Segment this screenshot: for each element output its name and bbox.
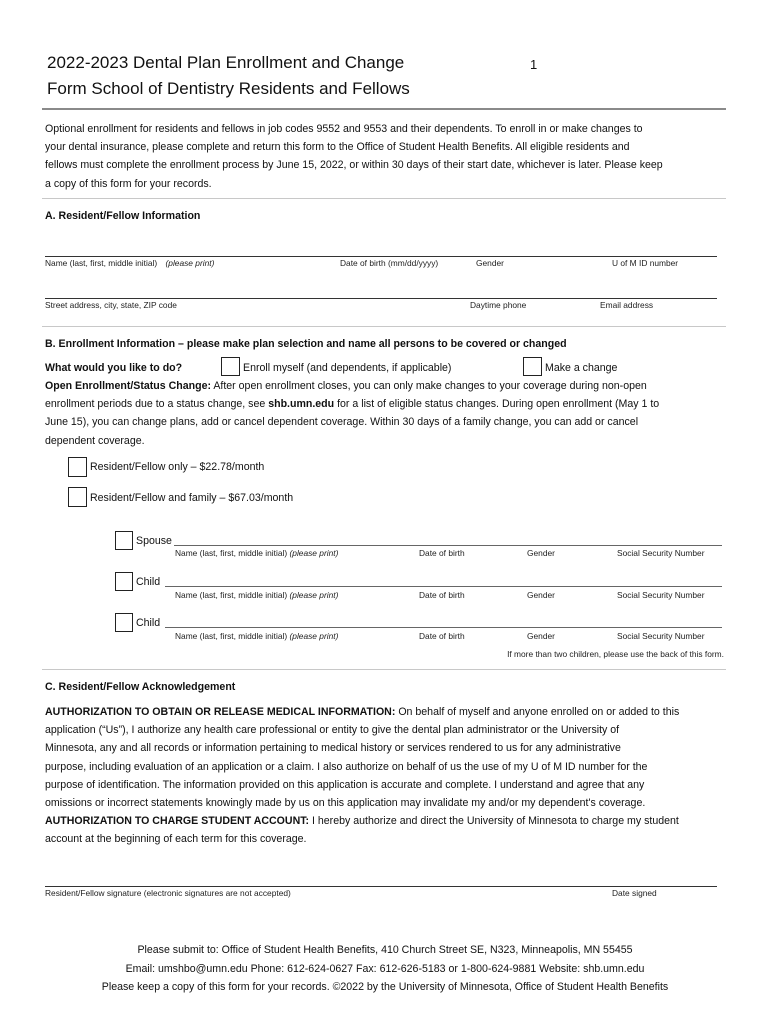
umid-label: U of M ID number <box>612 258 679 268</box>
plan-family-checkbox[interactable] <box>68 487 87 507</box>
intro-paragraph <box>45 120 735 193</box>
child-1-checkbox[interactable] <box>115 572 133 591</box>
intro-line: Optional enrollment for residents and fellows in job codes 9552 and 9553 and their dependents. To enroll in or make changes to <box>45 123 643 135</box>
plan-only-label: Resident/Fellow only – $22.78/month <box>90 461 265 473</box>
question-label: What would you like to do? <box>45 362 183 374</box>
spouse-ssn-label: Social Security Number <box>617 548 705 558</box>
plan-family-label: Resident/Fellow and family – $67.03/month <box>90 492 294 504</box>
name-hint: (please print) <box>165 258 215 268</box>
spouse-dob-label: Date of birth <box>419 548 465 558</box>
child-2-label: Child <box>136 617 161 629</box>
page-title <box>47 50 467 102</box>
section-a-heading: A. Resident/Fellow Information <box>45 210 201 222</box>
address-field[interactable] <box>45 298 717 299</box>
footer-contact: Email: umshbo@umn.edu Phone: 612-624-0627 Fax: 612-626-5183 or 1-800-624-9881 Website: shb.umn.edu <box>125 963 645 975</box>
intro-line: fellows must complete the enrollment process by June 15, 2022, or within 30 days of their start date, whichever is later. Please keep <box>45 159 663 172</box>
child-1-label: Child <box>136 576 161 588</box>
change-checkbox[interactable] <box>523 357 542 376</box>
child-1-name-field[interactable] <box>165 586 722 587</box>
signature-field[interactable] <box>45 886 717 887</box>
enroll-label: Enroll myself (and dependents, if applicable) <box>243 362 452 374</box>
authorization-paragraph: AUTHORIZATION TO OBTAIN OR RELEASE MEDICAL INFORMATION: On behalf of myself and anyone enrolled on or added to this application (“Us”), I authorize any health care professional or entity to give the dental plan administrator or the University of Minnesota, any and all records or information pertaining to medical history or services rendered to us for any administrative purpose, including evaluation of an application or a claim. I also authorize on behalf of us the use of my U of M ID number for the purpose of identification. The information provided on this application is accurate and complete. I understand and agree that any omissions or incorrect statements knowingly made by us on this application may invalidate my and/or my dependent's coverage. AUTHORIZATION TO CHARGE STUDENT ACCOUNT: I hereby authorize and direct the University of Minnesota to charge my student account at the beginning of each term for this coverage. <box>45 706 680 846</box>
spouse-label: Spouse <box>136 535 172 547</box>
divider <box>42 198 726 199</box>
name-label: Name (last, first, middle initial) <box>45 258 158 268</box>
auth-medical-label: AUTHORIZATION TO OBTAIN OR RELEASE MEDICAL INFORMATION: <box>45 706 396 718</box>
plan-only-checkbox[interactable] <box>68 457 87 477</box>
address-label: Street address, city, state, ZIP code <box>45 300 177 310</box>
divider <box>42 669 726 670</box>
title-line-2: Form School of Dentistry Residents and Fellows <box>47 79 410 98</box>
section-b-heading: B. Enrollment Information – please make plan selection and name all persons to be covered or changed <box>45 338 567 350</box>
child-1-dob-label: Date of birth <box>419 590 465 600</box>
name-caption <box>45 258 214 268</box>
spouse-gender-label: Gender <box>527 548 555 558</box>
open-enrollment-label: Open Enrollment/Status Change: <box>45 380 211 392</box>
spouse-checkbox[interactable] <box>115 531 133 550</box>
divider <box>42 326 726 327</box>
title-line-1: 2022-2023 Dental Plan Enrollment and Change <box>47 53 405 72</box>
change-label: Make a change <box>545 362 618 374</box>
page-number: 1 <box>530 57 538 72</box>
auth-charge-label: AUTHORIZATION TO CHARGE STUDENT ACCOUNT: <box>45 815 310 828</box>
spouse-name-field[interactable] <box>174 545 722 546</box>
children-note: If more than two children, please use the back of this form. <box>507 649 724 659</box>
footer-address: Please submit to: Office of Student Health Benefits, 410 Church Street SE, N323, Minneapolis, MN 55455 <box>137 944 633 956</box>
open-enrollment-paragraph: Open Enrollment/Status Change: After open enrollment closes, you can only make changes to your coverage during non-open enrollment periods due to a status change, see shb.umn.edu for a list of eligible status changes. During open enrollment (May 1 to June 15), you can change plans, add or cancel dependent coverage. Within 30 days of a family change, you can add or cancel dependent coverage. <box>45 380 660 447</box>
name-field[interactable] <box>45 256 717 257</box>
intro-line: your dental insurance, please complete and return this form to the Office of Student Health Benefits. All eligible residents and <box>45 141 630 154</box>
intro-line: a copy of this form for your records. <box>45 177 212 190</box>
enroll-checkbox[interactable] <box>221 357 240 376</box>
child-1-gender-label: Gender <box>527 590 555 600</box>
footer-copyright: Please keep a copy of this form for your records. ©2022 by the University of Minnesota, Office of Student Health Benefits <box>101 981 669 993</box>
signature-label: Resident/Fellow signature (electronic signatures are not accepted) <box>45 888 291 898</box>
phone-label: Daytime phone <box>470 300 527 310</box>
section-c-heading: C. Resident/Fellow Acknowledgement <box>45 681 236 693</box>
gender-label: Gender <box>476 258 504 268</box>
child-1-ssn-label: Social Security Number <box>617 590 705 600</box>
header-divider <box>42 108 726 110</box>
child-2-ssn-label: Social Security Number <box>617 631 705 641</box>
child-2-checkbox[interactable] <box>115 613 133 632</box>
dob-label: Date of birth (mm/dd/yyyy) <box>340 258 439 268</box>
child-2-dob-label: Date of birth <box>419 631 465 641</box>
child-2-gender-label: Gender <box>527 631 555 641</box>
date-signed-label: Date signed <box>612 888 657 898</box>
child-2-name-field[interactable] <box>165 627 722 628</box>
email-label: Email address <box>600 300 654 310</box>
shb-link[interactable]: shb.umn.edu <box>268 398 335 411</box>
